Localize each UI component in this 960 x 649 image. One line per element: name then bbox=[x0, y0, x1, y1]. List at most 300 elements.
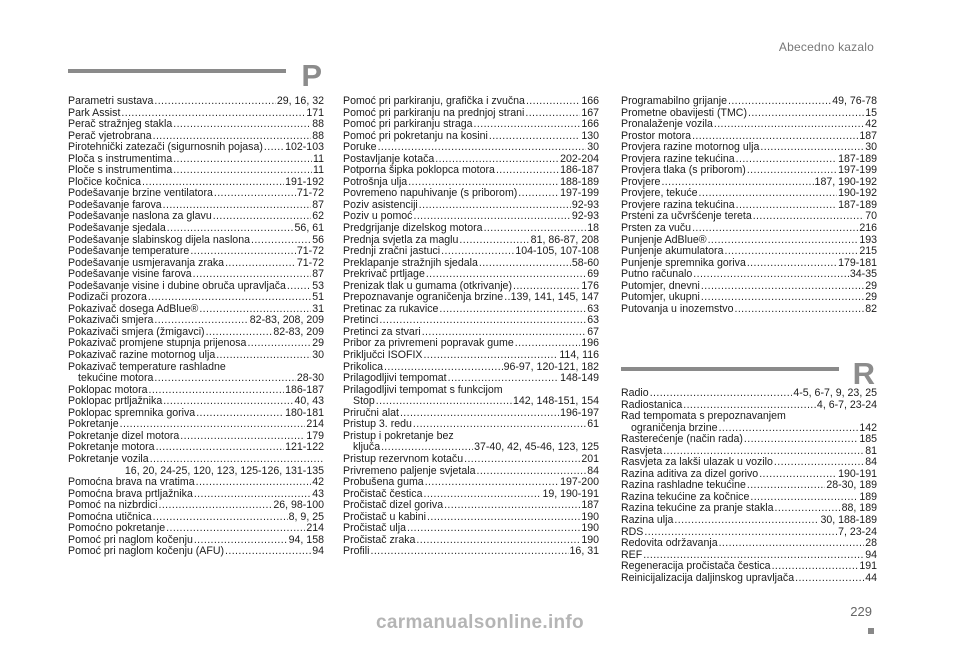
index-entry-term: Prednja svjetla za maglu bbox=[343, 233, 459, 246]
watermark-text: carmanualsonline.info bbox=[376, 612, 584, 633]
index-entry-pages: 58-60 bbox=[571, 256, 599, 269]
dot-leader bbox=[464, 454, 580, 466]
index-entry-term: Poziv asistenciji bbox=[343, 198, 418, 211]
index-entry bbox=[343, 500, 599, 512]
dot-leader bbox=[156, 442, 285, 454]
index-entry-pages: 190 bbox=[581, 510, 599, 523]
dot-leader bbox=[287, 281, 311, 293]
index-entry-term: Pomoć pri naglom kočenju bbox=[68, 533, 193, 546]
index-entry-pages: 179-181 bbox=[838, 256, 877, 269]
index-entry-term: Razina ulja bbox=[621, 514, 674, 527]
index-entry-pages: 82-83, 209 bbox=[273, 325, 324, 338]
index-entry-term: Podešavanje sjedala bbox=[68, 222, 166, 235]
index-column-1 bbox=[68, 96, 324, 558]
dot-leader bbox=[747, 480, 825, 492]
index-entry-term: Pokazivači smjera (žmigavci) bbox=[68, 325, 205, 338]
index-entry-pages: 94 bbox=[312, 545, 324, 558]
index-entry-pages: 148-149 bbox=[560, 372, 599, 385]
index-entry bbox=[621, 142, 877, 154]
index-entry-pages: 63 bbox=[587, 302, 599, 315]
dot-leader bbox=[378, 142, 587, 154]
index-entry-pages: 30 bbox=[312, 349, 324, 362]
index-entry-pages: 187 bbox=[859, 129, 877, 142]
section-r-header bbox=[621, 356, 877, 391]
index-entry-term: Provjere razina tekućina bbox=[621, 198, 735, 211]
dot-leader bbox=[504, 292, 509, 304]
index-entry bbox=[343, 304, 599, 316]
index-entry-term: ključa bbox=[353, 441, 381, 454]
index-entry-pages: 187-189 bbox=[838, 152, 877, 165]
index-entry-term: Perač stražnjeg stakla bbox=[68, 118, 173, 131]
index-entry-pages: 61 bbox=[587, 418, 599, 431]
dot-leader bbox=[496, 165, 559, 177]
dot-leader bbox=[708, 235, 859, 247]
index-entry-pages: 37-40, 42, 45-46, 123, 125 bbox=[474, 441, 599, 454]
dot-leader bbox=[225, 546, 311, 558]
index-entry-term: Putovanja u inozemstvo bbox=[621, 302, 734, 315]
dot-leader bbox=[154, 96, 276, 108]
dot-leader bbox=[441, 246, 514, 258]
dot-leader bbox=[216, 350, 311, 362]
index-entry-term: Privremeno paljenje svjetala bbox=[343, 464, 476, 477]
index-entry-pages: 63 bbox=[587, 314, 599, 327]
index-entry-line: Rad tempomata s prepoznavanjem bbox=[621, 410, 786, 423]
index-entry-pages: 201 bbox=[581, 452, 599, 465]
index-entry-term: Pročistač ulja bbox=[343, 522, 406, 535]
index-entry bbox=[621, 96, 877, 108]
dot-leader bbox=[416, 535, 580, 547]
dot-leader bbox=[173, 154, 312, 166]
index-entry-term: Prsteni za učvršćenje tereta bbox=[621, 210, 752, 223]
index-entry-term: Prostor motora bbox=[621, 129, 692, 142]
index-entry bbox=[68, 454, 324, 466]
dot-leader bbox=[719, 538, 865, 550]
index-entry-pages: 71-72 bbox=[296, 245, 324, 258]
index-entry-pages: 171 bbox=[306, 106, 324, 119]
index-entry-term: Radiostanica bbox=[621, 398, 683, 411]
dot-leader bbox=[153, 512, 288, 524]
index-entry-term: Rasvjeta za lakši ulazak u vozilo bbox=[621, 456, 773, 469]
index-entry-term: Podešavanje slabinskog dijela naslona bbox=[68, 233, 250, 246]
index-entry bbox=[343, 373, 599, 385]
index-entry-pages: 185 bbox=[859, 433, 877, 446]
index-entry-pages: 34-35 bbox=[849, 268, 877, 281]
index-entry-term: Punjenje akumulatora bbox=[621, 245, 724, 258]
index-entry bbox=[621, 246, 877, 258]
index-entry bbox=[621, 388, 877, 400]
dot-leader bbox=[518, 188, 559, 200]
index-entry bbox=[343, 535, 599, 547]
index-entry-term: Podešavanje brzine ventilatora bbox=[68, 187, 213, 200]
dot-leader bbox=[400, 408, 559, 420]
index-entry-term: Prikolica bbox=[343, 360, 384, 373]
index-entry-pages: 190-191 bbox=[838, 467, 877, 480]
index-entry-pages: 214 bbox=[306, 418, 324, 431]
index-entry-pages: 186-187 bbox=[285, 383, 324, 396]
index-entry bbox=[343, 119, 599, 131]
index-entry-term: REF bbox=[621, 548, 643, 561]
dot-leader bbox=[173, 119, 311, 131]
dot-leader bbox=[448, 373, 559, 385]
index-entry-term: Prometne obavijesti (TMC) bbox=[621, 106, 747, 119]
index-entry-pages: 214 bbox=[306, 522, 324, 535]
index-entry-pages: 189 bbox=[859, 490, 877, 503]
index-entry-pages: 142 bbox=[859, 421, 877, 434]
index-entry-line: 16, 20, 24-25, 120, 123, 125-126, 131-135 bbox=[124, 464, 324, 477]
index-entry-pages: 81, 86-87, 208 bbox=[530, 233, 599, 246]
index-entry-term: Razina tekućine za kočnice bbox=[621, 490, 750, 503]
index-entry-pages: 28-30, 189 bbox=[826, 479, 877, 492]
index-entry-pages: 29 bbox=[865, 279, 877, 292]
dot-leader bbox=[748, 108, 864, 120]
index-entry-term: Provjera razine tekućina bbox=[621, 152, 735, 165]
index-entry-pages: 139, 141, 145, 147 bbox=[510, 291, 599, 304]
index-entry-pages: 186-187 bbox=[560, 164, 599, 177]
index-entry-pages: 71-72 bbox=[296, 256, 324, 269]
dot-leader bbox=[714, 119, 864, 131]
dot-leader bbox=[247, 338, 311, 350]
index-entry-term: Redovita održavanja bbox=[621, 537, 718, 550]
index-entry-term: Punjenje spremnika goriva bbox=[621, 256, 746, 269]
index-entry-pages: 167 bbox=[581, 106, 599, 119]
index-column-2 bbox=[343, 96, 599, 558]
index-entry bbox=[68, 500, 324, 512]
index-entry-pages: 88, 189 bbox=[841, 502, 877, 515]
index-entry-term: Stop bbox=[353, 395, 375, 408]
dot-leader bbox=[692, 223, 858, 235]
index-entry-pages: 84 bbox=[865, 456, 877, 469]
index-entry bbox=[621, 538, 877, 550]
dot-leader bbox=[489, 131, 580, 143]
index-entry bbox=[621, 573, 877, 585]
index-entry-pages: 215 bbox=[859, 245, 877, 258]
index-entry-term: Pirotehnički zatezači (sigurnosnih pojasa) bbox=[68, 141, 263, 154]
index-entry-term: Pomoćno pokretanje bbox=[68, 522, 166, 535]
index-entry-pages: 196 bbox=[581, 337, 599, 350]
dot-leader bbox=[747, 258, 837, 270]
index-entry-term: Putomjer, ukupni bbox=[621, 291, 700, 304]
index-entry-pages: 114, 116 bbox=[559, 349, 599, 362]
index-entry-term: Rasterećenje (način rada) bbox=[621, 433, 743, 446]
index-entry-term: Pretinac za rukavice bbox=[343, 302, 439, 315]
index-entry-term: Pročistač u kabini bbox=[343, 510, 427, 523]
index-entry-line: Pokazivač temperature rashladne bbox=[68, 360, 226, 373]
index-entry-term: Perač vjetrobrana bbox=[68, 129, 152, 142]
index-entry-line: Prilagodljivi tempomat s funkcijom bbox=[343, 383, 503, 396]
index-entry bbox=[343, 131, 599, 143]
index-entry-term: Pokretanje motora bbox=[68, 441, 155, 454]
dot-leader bbox=[753, 211, 864, 223]
index-entry bbox=[68, 223, 324, 235]
index-entry-term: Podešavanje temperature bbox=[68, 245, 190, 258]
index-entry-term: Prepoznavanje ograničenja brzine bbox=[343, 291, 504, 304]
index-entry-term: Pročistač zraka bbox=[343, 533, 416, 546]
index-entry-pages: 53 bbox=[312, 279, 324, 292]
index-entry-pages: 81 bbox=[865, 444, 877, 457]
index-entry bbox=[343, 223, 599, 235]
index-entry-term: Pokretanje vozila bbox=[68, 452, 149, 465]
index-entry-pages: 142, 148-151, 154 bbox=[512, 395, 599, 408]
index-entry-pages: 87 bbox=[312, 198, 324, 211]
index-entry-pages: 11 bbox=[313, 152, 324, 165]
index-entry-term: Pristup rezervnom kotaču bbox=[343, 452, 464, 465]
index-entry-term: Park Assist bbox=[68, 106, 121, 119]
index-entry-pages: 202-204 bbox=[560, 152, 599, 165]
index-entry-pages: 176 bbox=[581, 279, 599, 292]
index-entry-pages: 4-5, 6-7, 9, 23, 25 bbox=[793, 387, 877, 399]
dot-leader bbox=[479, 258, 571, 270]
dot-leader bbox=[760, 142, 864, 154]
dot-leader bbox=[650, 388, 793, 400]
index-entry-pages: 82-83, 208, 209 bbox=[249, 314, 324, 327]
index-entry-pages: 197-199 bbox=[838, 164, 877, 177]
index-entry-term: RDS bbox=[621, 525, 644, 538]
index-entry-pages: 18 bbox=[587, 222, 599, 235]
dot-leader bbox=[159, 500, 273, 512]
index-entry bbox=[68, 350, 324, 362]
index-entry-term: Prednji zračni jastuci bbox=[343, 245, 441, 258]
index-entry-pages: 191-192 bbox=[285, 175, 324, 188]
index-entry bbox=[343, 350, 599, 362]
index-entry-term: Poklopac prtljažnika bbox=[68, 395, 163, 408]
index-entry-term: Pokretanje dizel motora bbox=[68, 429, 180, 442]
index-entry bbox=[68, 246, 324, 258]
index-entry-term: Putomjer, dnevni bbox=[621, 279, 700, 292]
index-entry-term: Prekrivač prtljage bbox=[343, 268, 425, 281]
index-entry-term: Putno računalo bbox=[621, 268, 693, 281]
dot-leader bbox=[439, 304, 586, 316]
index-entry-term: Pomoćna utičnica bbox=[68, 510, 152, 523]
index-entry-term: Pokazivač dosega AdBlue® bbox=[68, 302, 199, 315]
index-entry-pages: 62 bbox=[312, 210, 324, 223]
dot-leader bbox=[419, 200, 571, 212]
index-entry-term: Poklopac motora bbox=[68, 383, 148, 396]
index-entry-pages: 49, 76-78 bbox=[832, 95, 877, 107]
index-entry-term: Reinicijalizacija daljinskog upravljača bbox=[621, 571, 795, 584]
index-entry-term: Ploče s instrumentima bbox=[68, 164, 173, 177]
index-entry-pages: 190-192 bbox=[838, 187, 877, 200]
dot-leader bbox=[484, 223, 587, 235]
index-entry-pages: 121-122 bbox=[285, 441, 324, 454]
section-p-header bbox=[68, 58, 324, 93]
index-entry-term: Potrošnja ulja bbox=[343, 175, 408, 188]
dot-leader bbox=[407, 523, 580, 535]
dot-leader bbox=[425, 477, 559, 489]
index-entry-term: ograničenja brzine bbox=[631, 421, 718, 434]
dot-leader bbox=[795, 573, 864, 585]
index-entry bbox=[621, 119, 877, 131]
index-entry-term: Ploča s instrumentima bbox=[68, 152, 173, 165]
index-entry-term: Pomoć pri parkiranju, grafička i zvučna bbox=[343, 95, 525, 107]
dot-leader bbox=[214, 188, 296, 200]
dot-leader bbox=[525, 108, 580, 120]
index-entry bbox=[343, 142, 599, 154]
index-entry-pages: 94 bbox=[865, 548, 877, 561]
index-entry-term: Radio bbox=[621, 387, 649, 399]
index-entry-pages: 19, 190-191 bbox=[542, 487, 599, 500]
index-entry-pages: 30, 188-189 bbox=[820, 514, 877, 527]
index-entry-pages: 84 bbox=[587, 464, 599, 477]
index-entry-pages: 96-97, 120-121, 182 bbox=[503, 360, 599, 373]
index-entry-term: Regeneracija pročistača čestica bbox=[621, 560, 771, 573]
index-entry bbox=[68, 119, 324, 131]
dot-leader bbox=[728, 96, 831, 108]
index-entry-pages: 193 bbox=[859, 233, 877, 246]
index-entry-pages: 187, 190-192 bbox=[814, 175, 877, 188]
dot-leader bbox=[196, 477, 312, 489]
index-entry-pages: 197-200 bbox=[560, 476, 599, 489]
index-entry-pages: 187-189 bbox=[838, 198, 877, 211]
index-entry-pages: 42 bbox=[312, 476, 324, 489]
index-entry-term: Programabilno grijanje bbox=[621, 95, 727, 107]
index-entry-pages: 29 bbox=[865, 291, 877, 304]
index-entry-pages: 71-72 bbox=[296, 187, 324, 200]
index-entry-pages: 196-197 bbox=[560, 406, 599, 419]
index-column-3 bbox=[621, 96, 877, 315]
index-entry-term: Pomoć na nizbrdici bbox=[68, 499, 158, 512]
index-entry-term: Podizači prozora bbox=[68, 291, 147, 304]
index-entry-term: Pomoć pri naglom kočenju (AFU) bbox=[68, 545, 225, 558]
index-entry-pages: 179 bbox=[306, 429, 324, 442]
dot-leader bbox=[734, 304, 864, 316]
index-entry-pages: 42 bbox=[865, 118, 877, 131]
index-entry-term: Poruke bbox=[343, 141, 377, 154]
index-entry-term: tekućine motora bbox=[78, 372, 154, 385]
index-entry-pages: 43 bbox=[312, 487, 324, 500]
dot-leader bbox=[371, 546, 569, 558]
dot-leader bbox=[149, 385, 285, 397]
index-entry-pages: 104-105, 107-108 bbox=[515, 245, 599, 258]
dot-leader bbox=[674, 515, 819, 527]
index-entry-pages: 16, 31 bbox=[569, 545, 599, 558]
index-entry-term: Pristup 3. redu bbox=[343, 418, 412, 431]
index-entry bbox=[68, 373, 324, 385]
dot-leader bbox=[225, 258, 296, 270]
index-entry-term: Prenizak tlak u gumama (otkrivanje) bbox=[343, 279, 512, 292]
index-entry-pages: 190 bbox=[581, 522, 599, 535]
index-entry bbox=[621, 515, 877, 527]
dot-leader bbox=[154, 373, 296, 385]
index-entry-term: Podešavanje visine farova bbox=[68, 268, 192, 281]
index-entry-term: Pločice kočnica bbox=[68, 175, 142, 188]
index-entry bbox=[343, 546, 599, 558]
index-entry-term: Provjere, tekuće bbox=[621, 187, 698, 200]
index-entry-term: Pročistač dizel goriva bbox=[343, 499, 444, 512]
index-entry-pages: 188-189 bbox=[560, 175, 599, 188]
dot-leader bbox=[701, 281, 864, 293]
index-entry-pages: 15 bbox=[865, 106, 877, 119]
index-entry-term: Povremeno napuhivanje (s priborom) bbox=[343, 187, 518, 200]
index-entry bbox=[68, 477, 324, 489]
index-entry-term: Priručni alat bbox=[343, 406, 399, 419]
index-entry-term: Prilagodljivi tempomat bbox=[343, 372, 447, 385]
index-entry-pages: 7, 23-24 bbox=[838, 525, 877, 538]
index-entry-term: Pronalaženje vozila bbox=[621, 118, 713, 131]
index-entry-term: Postavljanje kotača bbox=[343, 152, 435, 165]
dot-leader bbox=[444, 500, 580, 512]
index-entry-term: Pomoć pri pokretanju na kosini bbox=[343, 129, 488, 142]
index-entry-pages: 94, 158 bbox=[288, 533, 324, 546]
index-entry-term: Preklapanje stražnjih sjedala bbox=[343, 256, 478, 269]
index-entry-pages: 4, 6-7, 23-24 bbox=[816, 398, 877, 411]
index-entry-term: Predgrijanje dizelskog motora bbox=[343, 222, 483, 235]
index-entry-term: Pomoć pri parkiranju straga bbox=[343, 118, 473, 131]
index-entry-pages: 102-103 bbox=[285, 141, 324, 154]
index-entry-pages: 8, 9, 25 bbox=[288, 510, 324, 523]
index-entry-pages: 166 bbox=[581, 118, 599, 131]
index-entry-pages: 29 bbox=[312, 337, 324, 350]
section-p-divider bbox=[68, 69, 286, 73]
index-entry-term: Pokretanje bbox=[68, 418, 119, 431]
index-entry-line: Pristup i pokretanje bez bbox=[343, 429, 454, 442]
index-entry bbox=[343, 454, 599, 466]
section-r-letter: R bbox=[852, 356, 875, 391]
index-entry-pages: 82 bbox=[865, 302, 877, 315]
index-entry-pages: 11 bbox=[313, 164, 324, 177]
index-entry-term: Razina aditiva za dizel gorivo bbox=[621, 467, 759, 480]
index-entry-pages: 26, 98-100 bbox=[273, 499, 324, 512]
index-entry-pages: 28 bbox=[865, 537, 877, 550]
index-entry-pages: 191 bbox=[859, 560, 877, 573]
index-entry-pages: 31 bbox=[312, 302, 324, 315]
dot-leader bbox=[474, 119, 581, 131]
index-entry bbox=[68, 96, 324, 108]
index-entry-pages: 197-199 bbox=[560, 187, 599, 200]
index-entry bbox=[68, 142, 324, 154]
index-entry bbox=[343, 96, 599, 108]
index-entry-term: Pročistač čestica bbox=[343, 487, 423, 500]
dot-leader bbox=[736, 154, 837, 166]
index-entry-term: Pretinci bbox=[343, 314, 379, 327]
index-entry-pages: 130 bbox=[581, 129, 599, 142]
index-entry-pages: 29, 16, 32 bbox=[276, 95, 324, 107]
index-entry-term: Parametri sustava bbox=[68, 95, 154, 107]
index-entry-term: Pomoćna brava na vratima bbox=[68, 476, 195, 489]
index-entry-term: Pribor za privremeni popravak gume bbox=[343, 337, 514, 350]
index-entry-term: Punjenje AdBlue® bbox=[621, 233, 707, 246]
index-entry bbox=[343, 477, 599, 489]
index-entry bbox=[621, 304, 877, 316]
index-entry-term: Poklopac spremnika goriva bbox=[68, 406, 196, 419]
index-entry-pages: 56, 61 bbox=[294, 222, 324, 235]
page-header-title: Abecedno kazalo bbox=[778, 40, 874, 54]
index-entry-term: Pretinci za stvari bbox=[343, 325, 421, 338]
section-r-divider bbox=[621, 367, 839, 371]
index-entry-pages: 69 bbox=[587, 268, 599, 281]
index-entry-term: Pomoć pri parkiranju na prednjoj strani bbox=[343, 106, 525, 119]
index-entry-term: Podešavanje visine i dubine obruča upravljača bbox=[68, 279, 286, 292]
index-entry-term: Pokazivači smjera bbox=[68, 314, 154, 327]
index-entry-pages: 40, 43 bbox=[294, 395, 324, 408]
index-entry-pages: 92-93 bbox=[571, 210, 599, 223]
index-entry-term: Provjera razine motornog ulja bbox=[621, 141, 760, 154]
dot-leader bbox=[526, 96, 580, 108]
index-entry-term: Probušena guma bbox=[343, 476, 424, 489]
index-entry-pages: 166 bbox=[581, 95, 599, 107]
index-entry-term: Provjere bbox=[621, 175, 661, 188]
index-entry-pages: 87 bbox=[312, 268, 324, 281]
index-entry-pages: 88 bbox=[312, 118, 324, 131]
dot-leader bbox=[427, 512, 580, 524]
index-entry-term: Pokazivač razine motornog ulja bbox=[68, 349, 216, 362]
index-entry-pages: 44 bbox=[865, 571, 877, 584]
dot-leader bbox=[190, 246, 296, 258]
index-entry-pages: 70 bbox=[865, 210, 877, 223]
index-entry-term: Podešavanje usmjeravanja zraka bbox=[68, 256, 225, 269]
index-entry-term: Poziv u pomoć bbox=[343, 210, 413, 223]
index-entry-pages: 67 bbox=[587, 325, 599, 338]
index-entry-term: Razina tekućine za pranje stakla bbox=[621, 502, 774, 515]
